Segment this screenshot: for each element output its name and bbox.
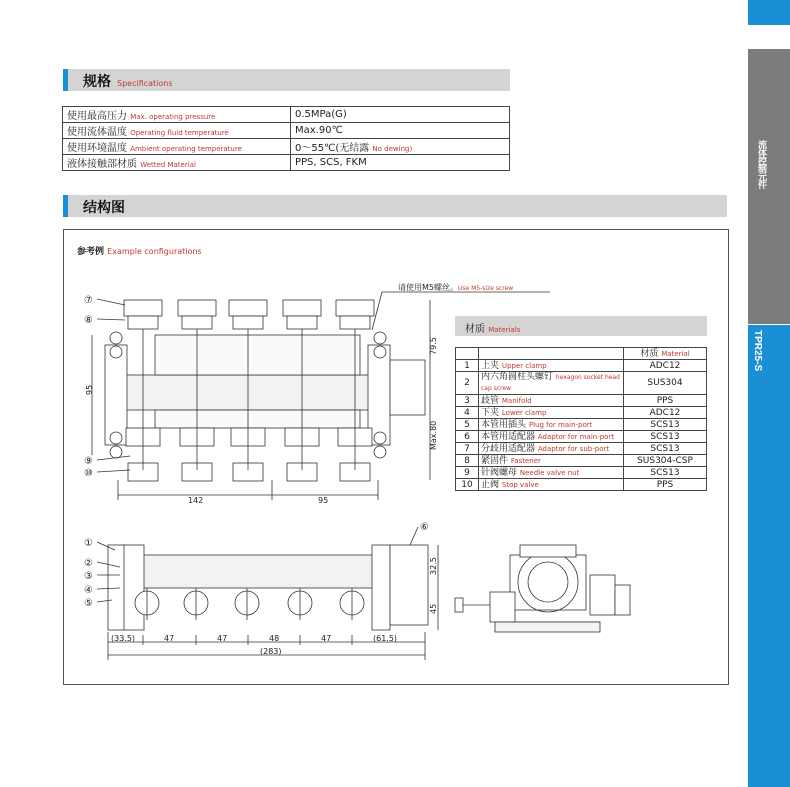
table-row: 9 针阀螺母 Needle valve nut SCS13 — [456, 467, 707, 479]
screw-note: 请使用M5螺丝。Use M5-size screw — [398, 283, 514, 292]
callout-8: ⑧ — [84, 315, 93, 326]
dim-max80: Max.80 — [429, 420, 438, 450]
dim-32-5: 32.5 — [429, 557, 438, 575]
dim-48: 48 — [269, 634, 280, 643]
table-row: 7 分歧用适配器 Adaptor for sub-port SCS13 — [456, 443, 707, 455]
callout-2: ② — [84, 558, 93, 569]
dim-95-vertical: 95 — [85, 384, 94, 395]
table-row: 6 本管用适配器 Adaptor for main-port SCS13 — [456, 431, 707, 443]
structure-title: 结构图 — [83, 200, 125, 216]
dim-47-c: 47 — [321, 634, 332, 643]
dim-283: (283) — [260, 647, 282, 656]
table-row: 1 上夹 Upper clamp ADC12 — [456, 360, 707, 372]
table-row: 8 紧固件 Fastener SUS304-CSP — [456, 455, 707, 467]
table-row: 使用环境温度 Ambient operating temperature 0～55℃(无结露 No dewing) — [63, 139, 510, 155]
table-row: 使用最高压力 Max. operating pressure 0.5MPa(G) — [63, 107, 510, 123]
table-row: 10 止阀 Stop valve PPS — [456, 479, 707, 491]
callout-6: ⑥ — [420, 522, 429, 533]
callout-1: ① — [84, 538, 93, 549]
table-row: 使用流体温度 Operating fluid temperature Max.90℃ — [63, 123, 510, 139]
callout-3: ③ — [84, 571, 93, 582]
callout-10: ⑩ — [84, 468, 93, 479]
table-row: 4 下夹 Lower clamp ADC12 — [456, 407, 707, 419]
materials-table — [455, 347, 707, 491]
dim-47-b: 47 — [217, 634, 228, 643]
dim-61-5: (61.5) — [373, 634, 398, 643]
materials-title: 材质 Materials — [465, 324, 521, 335]
table-row: 5 本管用插头 Plug for main-port SCS13 — [456, 419, 707, 431]
table-row: 2 内六角圆柱头螺钉 hexagon socket head cap screw SUS304 — [456, 372, 707, 395]
dim-45: 45 — [429, 603, 438, 614]
callout-9: ⑨ — [84, 456, 93, 467]
materials-header — [455, 316, 707, 336]
specs-title: 规格 Specifications — [83, 74, 173, 90]
dim-95-horizontal: 95 — [318, 496, 329, 505]
dim-79-5: 79.5 — [429, 337, 438, 355]
callout-4: ④ — [84, 585, 93, 596]
dim-33-5: (33.5) — [111, 634, 136, 643]
callout-7: ⑦ — [84, 295, 93, 306]
side-tab-product-label: TPR25-S — [752, 330, 763, 372]
table-row: 3 歧管 Manifold PPS — [456, 395, 707, 407]
dim-142: 142 — [188, 496, 204, 505]
specs-title-en: Specifications — [117, 79, 173, 88]
table-row: 液体接触部材质 Wetted Material PPS, SCS, FKM — [63, 155, 510, 171]
callout-5: ⑤ — [84, 598, 93, 609]
side-tab-category-label: 流体控制元件 — [756, 140, 766, 188]
dim-47-a: 47 — [164, 634, 175, 643]
table-row: 材质 Material — [456, 348, 707, 360]
example-label: 参考例 Example configurations — [77, 247, 202, 257]
